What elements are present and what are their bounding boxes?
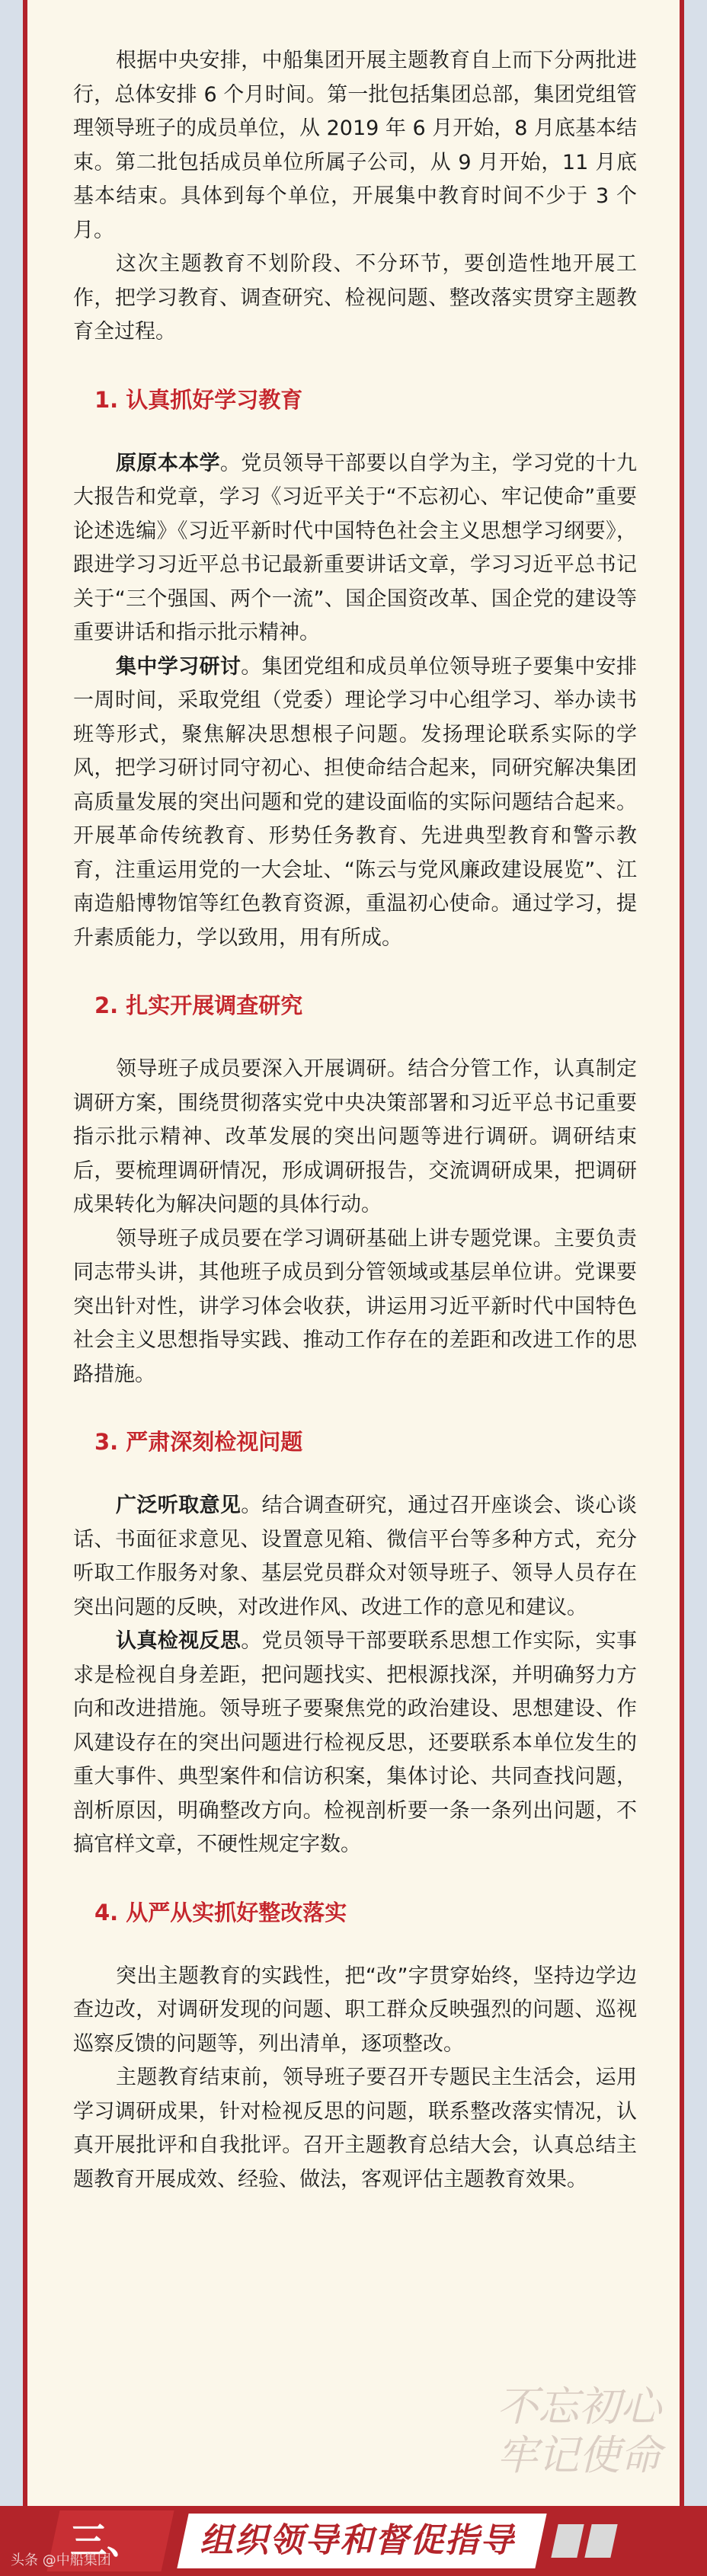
section-paragraph (73, 1625, 637, 1862)
banner-number: 三、 (70, 2520, 144, 2562)
watermark-line: 牢记使命 (497, 2431, 661, 2479)
right-red-rule (680, 0, 684, 2506)
section-heading: 4. 从严从实抓好整改落实 (94, 1899, 347, 1926)
section-heading: 3. 严肃深刻检视问题 (94, 1429, 303, 1455)
paragraph-lead: 集中学习研讨 (116, 654, 242, 679)
section-paragraph (73, 1489, 637, 1625)
paragraph-text: 。结合调查研究，通过召开座谈会、谈心谈话、书面征求意见、设置意见箱、微信平台等多种方式，充分听取工作服务对象、基层党员群众对领导班子、领导人员存在突出问题的反映，对改进作风、改进工作的意见和建议。 (73, 1494, 637, 1619)
paragraph-text: 。党员领导干部要以自学为主，学习党的十九大报告和党章，学习《习近平关于“不忘初心、牢记使命”重要论述选编》《习近平新时代中国特色社会主义思想学习纲要》，跟进学习习近平总书记最新重要讲话文章，学习习近平总书记关于“三个强国、两个一流”、国企国资改革、国企党的建设等重要讲话和指示批示精神。 (73, 451, 637, 644)
intro-paragraph: 这次主题教育不划阶段、不分环节，要创造性地开展工作，把学习教育、调查研究、检视问题、整改落实贯穿主题教育全过程。 (73, 252, 637, 344)
paragraph-lead: 认真检视反思 (116, 1629, 242, 1653)
source-logo: 头条 @中船集团 (11, 2552, 111, 2568)
calligraphy-watermark (433, 2383, 661, 2489)
section-paragraph: 领导班子成员要在学习调研基础上讲专题党课。主要负责同志带头讲，其他班子成员到分管领域或基层单位讲。党课要突出针对性，讲学习体会收获，讲运用习近平新时代中国特色社会主义思想指导实践、推动工作存在的差距和改进工作的思路措施。 (73, 1226, 637, 1386)
section-paragraph (73, 447, 637, 650)
left-red-rule (23, 0, 27, 2506)
banner-title: 组织领导和督促指导 (200, 2521, 515, 2560)
paragraph-text: 。党员领导干部要联系思想工作实际，实事求是检视自身差距，把问题找实、把根源找深，并明确努力方向和改进措施。领导班子要聚焦党的政治建设、思想建设、作风建设存在的突出问题进行检视反思，还要联系本单位发生的重大事件、典型案件和信访积案，集体讨论、共同查找问题，剖析原因，明确整改方向。检视剖析要一条一条列出问题，不搞官样文章，不硬性规定字数。 (73, 1629, 637, 1856)
paragraph-lead: 广泛听取意见 (116, 1494, 242, 1517)
section-paragraph: 突出主题教育的实践性，把“改”字贯穿始终，坚持边学边查边改，对调研发现的问题、职工群众反映强烈的问题、巡视巡察反馈的问题等，列出清单，逐项整改。 (73, 1964, 637, 2056)
right-border (684, 0, 707, 2576)
watermark-line: 不忘初心 (497, 2383, 661, 2431)
section-paragraph (73, 650, 637, 956)
paragraph-text: 。集团党组和成员单位领导班子要集中安排一周时间，采取党组（党委）理论学习中心组学习、举办读书班等形式，聚焦解决思想根子问题。发扬理论联系实际的学风，把学习研讨同守初心、担使命结合起来，同研究解决集团高质量发展的突出问题和党的建设面临的实际问题结合起来。开展革命传统教育、形势任务教育、先进典型教育和警示教育，注重运用党的一大会址、“陈云与党风廉政建设展览”、江南造船博物馆等红色教育资源，重温初心使命。通过学习，提升素质能力，学以致用，用有所成。 (73, 654, 637, 950)
intro-paragraph: 根据中央安排，中船集团开展主题教育自上而下分两批进行，总体安排 6 个月时间。第一批包括集团总部，集团党组管理领导班子的成员单位，从 2019 年 6 月开始，8 月底基本结束。第二批包括成员单位所属子公司，从 9 月开始，11 月底基本结束。具体到每个单位，开展集中教育时间不少于 3 个月。 (73, 49, 637, 242)
section-heading: 2. 扎实开展调查研究 (94, 992, 303, 1018)
article-body (73, 44, 637, 2197)
section-paragraph: 领导班子成员要深入开展调研。结合分管工作，认真制定调研方案，围绕贯彻落实党中央决策部署和习近平总书记重要指示批示精神、改革发展的突出问题等进行调研。调研结束后，要梳理调研情况，形成调研报告，交流调研成果，把调研成果转化为解决问题的具体行动。 (73, 1057, 637, 1216)
section-paragraph: 主题教育结束前，领导班子要召开专题民主生活会，运用学习调研成果，针对检视反思的问题，联系整改落实情况，认真开展批评和自我批评。召开主题教育总结大会，认真总结主题教育开展成效、经验、做法，客观评估主题教育效果。 (73, 2066, 637, 2191)
section-heading: 1. 认真抓好学习教育 (94, 386, 303, 413)
left-border (0, 0, 23, 2576)
paragraph-lead: 原原本本学 (116, 451, 220, 475)
